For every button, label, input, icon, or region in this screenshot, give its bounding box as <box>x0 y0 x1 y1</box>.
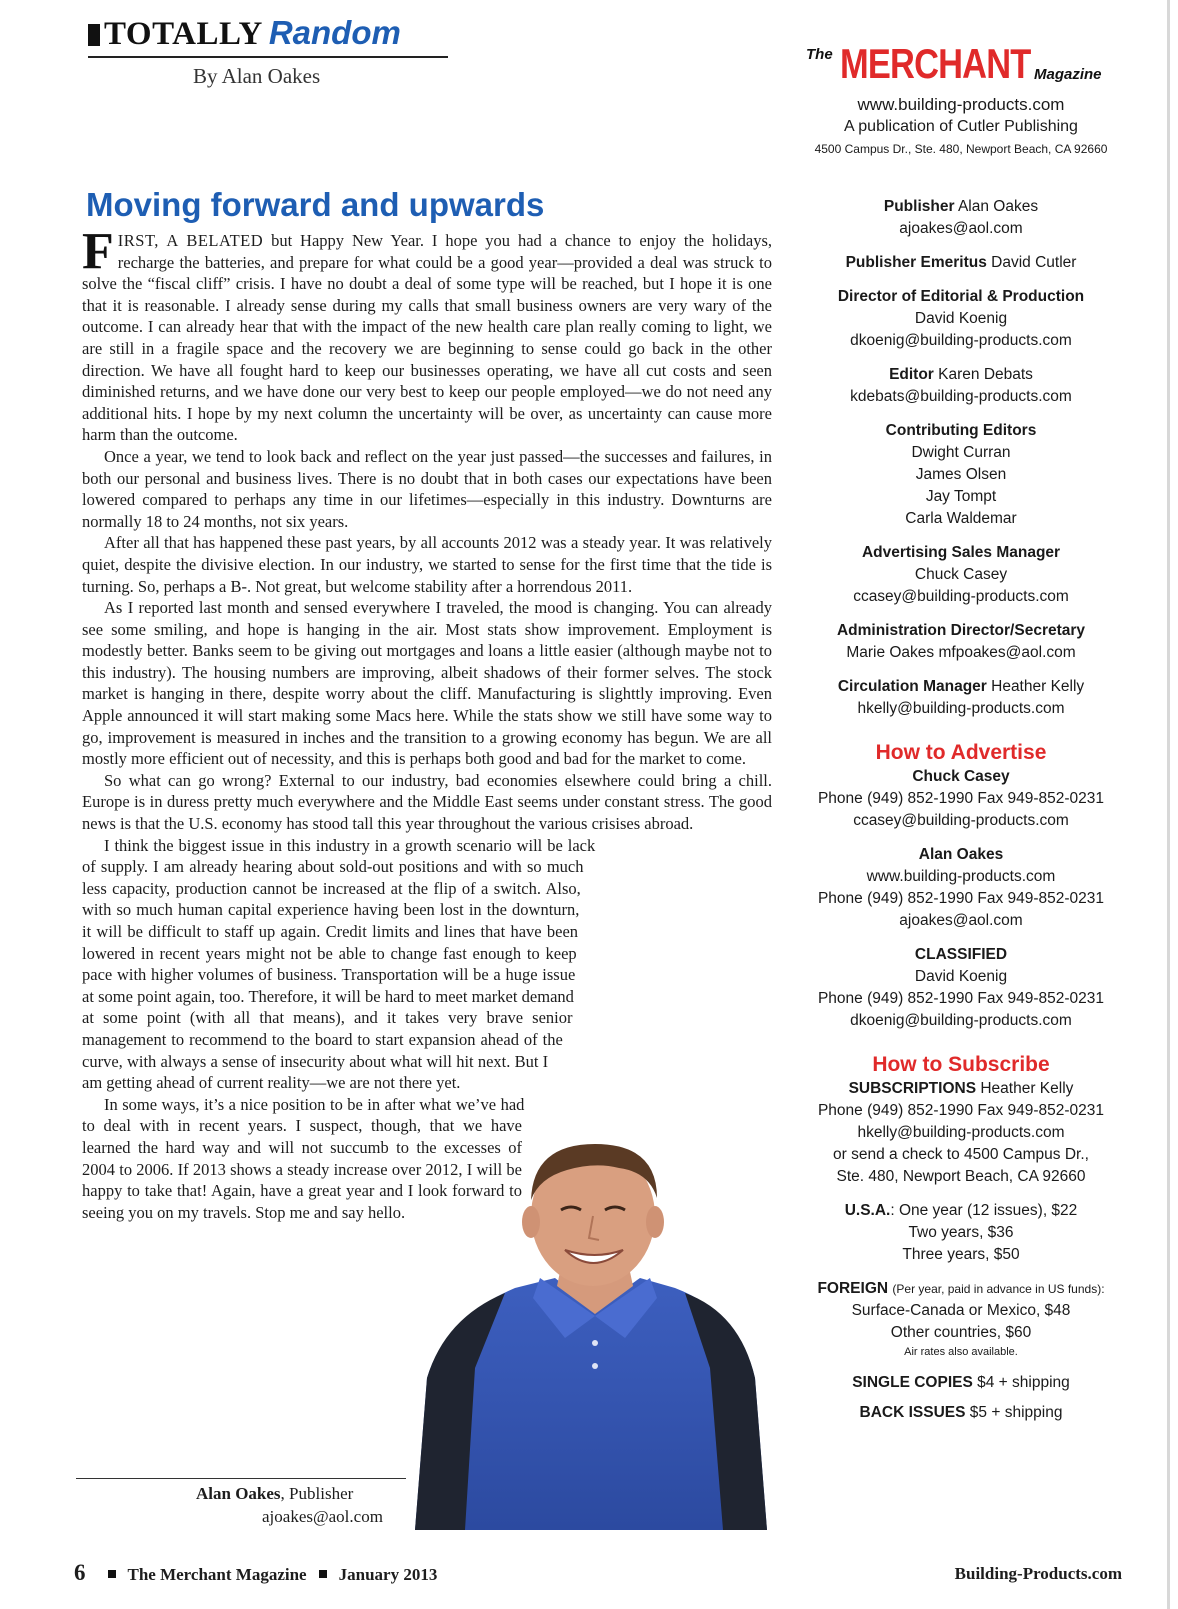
staff-publisher: Publisher Alan Oakes ajoakes@aol.com <box>790 196 1132 240</box>
page-footer <box>74 1560 437 1586</box>
article-paragraph: As I reported last month and sensed everywhere I traveled, the mood is changing. You can already see some smiling, and hope is hanging in the air. Most stats show improvement. Employment is modestly better. Banks seem to be giving out mortgages and loans a little easier (although maybe not to this industry). The housing numbers are improving, albeit shadows of their former selves. The stock market is hanging in there, despite worry about the cliff. Manufacturing is slighttly improving. Even Apple announced it will start making some Macs here. While the stats show we still have some way to go, improvement is measured in inches and the transition to a growing economy has begun. We are all mostly more efficient out of necessity, and this is perhaps both good and bad for the market to come. <box>82 598 772 769</box>
column-header <box>88 14 448 88</box>
footer-site: Building-Products.com <box>954 1564 1122 1583</box>
editor-email[interactable]: kdebats@building-products.com <box>850 388 1072 405</box>
page-edge <box>1167 0 1170 1609</box>
author-photo <box>405 1138 775 1530</box>
signature-name: Alan Oakes <box>196 1484 281 1503</box>
staff-editorial: Director of Editorial & Production David Koenig dkoenig@building-products.com <box>790 286 1132 352</box>
editorial-email[interactable]: dkoenig@building-products.com <box>850 332 1072 349</box>
staff-editor: Editor Karen Debats kdebats@building-products.com <box>790 364 1132 408</box>
advertise-title: How to Advertise <box>875 741 1047 764</box>
publisher-email[interactable]: ajoakes@aol.com <box>899 220 1023 237</box>
subscribe-single: SINGLE COPIES $4 + shipping <box>852 1374 1070 1391</box>
contributor-name: Jay Tompt <box>925 488 997 505</box>
footer-square-icon <box>319 1570 327 1578</box>
byline: By Alan Oakes <box>193 64 321 88</box>
column-label-totally: TOTALLY <box>104 16 263 52</box>
article-paragraph: I think the biggest issue in this industry in a growth scenario will be lack of supply. I am already hearing about sold-out positions and with so much less capacity, production cannot be increased at the flip of a switch. Also, with so much human capital experience having been lost in the downturn, it will be difficult to staff up again. Credit limits and lines that have been lowered in recent years might not be able to change fast enough to keep pace with higher volumes of business. Transportation will be a huge issue at some point again, too. Therefore, it will be hard to meet market demand at some point (with all that means), and it takes very brave senior management to recommend to the board to start expansion ahead of the curve, with always a sense of insecurity about what will hit next. But I am getting ahead of current reality—we are not there yet. <box>82 835 772 1094</box>
header-square-icon <box>88 24 100 46</box>
circulation-email[interactable]: hkelly@building-products.com <box>857 700 1065 717</box>
subscribe-foreign: FOREIGN (Per year, paid in advance in US funds): Surface-Canada or Mexico, $48 Other countries, $60 Air rates also available. <box>817 1280 1105 1358</box>
publication-line: A publication of Cutler Publishing <box>844 118 1078 135</box>
page-number: 6 <box>74 1560 86 1585</box>
lead-in: IRST, A BELATED <box>117 231 264 250</box>
header-rule <box>88 56 448 58</box>
signature-email: ajoakes@aol.com <box>262 1507 383 1526</box>
staff-advertising: Advertising Sales Manager Chuck Casey ccasey@building-products.com <box>790 542 1132 608</box>
drop-cap: F <box>82 223 114 280</box>
article-body <box>82 223 773 1295</box>
article-headline: Moving forward and upwards <box>86 186 545 223</box>
staff-emeritus: Publisher Emeritus David Cutler <box>845 254 1077 271</box>
staff-circulation: Circulation Manager Heather Kelly hkelly@building-products.com <box>790 676 1132 720</box>
article-paragraph: After all that has happened these past years, by all accounts 2012 was a steady year. It was relatively quiet, despite the divisive election. In our industry, we started to sense for the first time that the tide is turning. So, perhaps a B-. Not great, but welcome stability after a horrendous 2011. <box>82 533 772 596</box>
signature-rule <box>76 1478 406 1479</box>
masthead-magazine: Magazine <box>1034 66 1102 83</box>
contributor-name: Dwight Curran <box>911 444 1011 461</box>
subscribe-usa: U.S.A.: One year (12 issues), $22 Two years, $36 Three years, $50 <box>844 1202 1078 1263</box>
publication-address: 4500 Campus Dr., Ste. 480, Newport Beach, CA 92660 <box>814 142 1108 156</box>
advertise-email-2[interactable]: ajoakes@aol.com <box>899 912 1023 929</box>
article-paragraph: In some ways, it’s a nice position to be in after what we’ve had to deal with in recent years. I suspect, though, that we have learned the hard way and will not succumb to the excesses of 2004 to 2006. If 2013 shows a steady increase over 2012, I will be happy to take that! Again, have a great year and I look forward to seeing you on my travels. Stop me and say hello. <box>82 1094 525 1222</box>
advertise-email-1[interactable]: ccasey@building-products.com <box>853 812 1069 829</box>
advertise-contact-2: Alan Oakes www.building-products.com Phone (949) 852-1990 Fax 949-852-0231 ajoakes@aol.com <box>790 844 1132 932</box>
subscribe-title: How to Subscribe <box>872 1053 1050 1076</box>
contributor-name: Carla Waldemar <box>905 510 1017 527</box>
staff-administration: Administration Director/Secretary Marie Oakes mfpoakes@aol.com <box>836 622 1086 661</box>
column-label-random: Random <box>268 14 401 51</box>
footer-issue: January 2013 <box>338 1565 438 1584</box>
footer-square-icon <box>108 1570 116 1578</box>
ad-email[interactable]: ccasey@building-products.com <box>853 588 1069 605</box>
article-paragraph: FIRST, A BELATED but Happy New Year. I hope you had a chance to enjoy the holidays, recharge the batteries, and prepare for what could be a good year—provided a deal was struck to solve the “fiscal cliff” crisis. I have no doubt a deal of some type will be reached, but I hope it is one that it is reasonable. I already sense during my calls that small business owners are very wary of the outcome. I can already hear that with the impact of the new health care plan really coming to light, we are still in a fragile space and the recovery we are beginning to sense could go back in the other direction. We have all fought hard to keep our businesses operating, we have all cut costs and seen diminished returns, and we have done our very best to keep our people employed—we do not need any additional hits. I hope by my next column the uncertainty will be over, as uncertainty can cause more harm than the outcome. <box>82 223 773 445</box>
advertise-classified: CLASSIFIED David Koenig Phone (949) 852-1990 Fax 949-852-0231 dkoenig@building-products.com <box>790 944 1132 1032</box>
contributor-name: James Olsen <box>915 466 1007 483</box>
signature-title: , Publisher <box>280 1484 354 1503</box>
publication-url[interactable]: www.building-products.com <box>857 95 1065 114</box>
staff-contributing: Contributing Editors Dwight Curran James Olsen Jay Tompt Carla Waldemar <box>790 420 1132 530</box>
signature <box>196 1484 353 1504</box>
masthead-the: The <box>806 46 833 63</box>
article-paragraph: Once a year, we tend to look back and reflect on the year just passed—the successes and failures, in both our personal and business lives. There is no doubt that in both cases our expectations have been lowered compared to perhaps any time in our lifetimes—especially in this industry. Downturns are normally 18 to 24 months, not six years. <box>82 446 772 531</box>
subscribe-email[interactable]: hkelly@building-products.com <box>857 1124 1065 1141</box>
subscribe-contact: SUBSCRIPTIONS Heather Kelly Phone (949) 852-1990 Fax 949-852-0231 hkelly@building-products.com or send a check to 4500 Campus Dr., Ste. 480, Newport Beach, CA 92660 <box>790 1078 1132 1188</box>
advertise-contact-1: Chuck Casey Phone (949) 852-1990 Fax 949-852-0231 ccasey@building-products.com <box>790 766 1132 832</box>
article-paragraph: So what can go wrong? External to our industry, bad economies elsewhere could bring a chill. Europe is in duress pretty much everywhere and the Middle East seems under constant stress. The good news is that the U.S. economy has stood tall this year throughout the various crisises abroad. <box>82 770 772 834</box>
classified-email[interactable]: dkoenig@building-products.com <box>850 1012 1072 1029</box>
subscribe-back-issues: BACK ISSUES $5 + shipping <box>859 1404 1063 1421</box>
advertise-url[interactable]: www.building-products.com <box>866 868 1056 885</box>
footer-magazine: The Merchant Magazine <box>127 1565 307 1584</box>
masthead-logo <box>800 40 1140 90</box>
staff-sidebar <box>790 94 1132 1424</box>
masthead-name: MERCHANT <box>840 40 1031 87</box>
